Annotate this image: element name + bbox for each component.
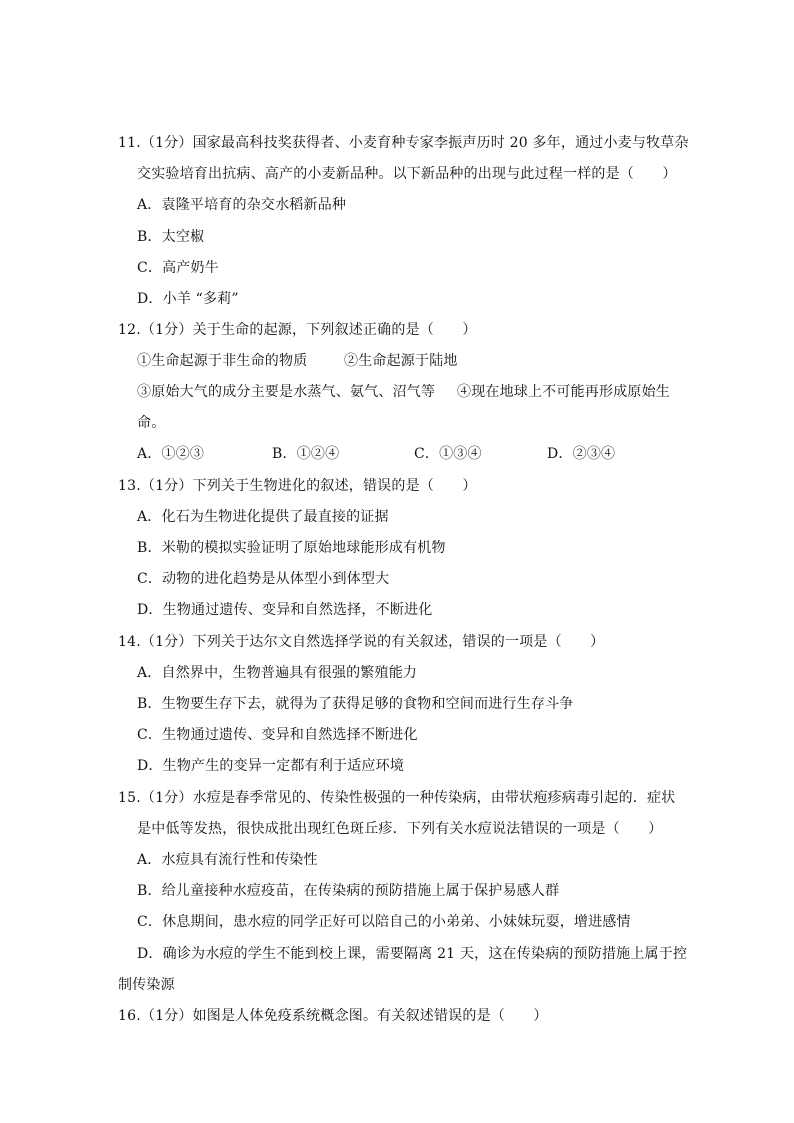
q12-statement-1: ①生命起源于非生命的物质 — [137, 353, 308, 369]
q12-choice-c: C．①③④ — [414, 446, 482, 462]
q13-option-a: A．化石为生物进化提供了最直接的证据 — [137, 509, 389, 525]
q12-statement-3: ③原始大气的成分主要是水蒸气、氨气、沼气等 — [137, 384, 436, 400]
q13-option-d: D．生物通过遗传、变异和自然选择，不断进化 — [137, 602, 433, 618]
q15-option-a: A．水痘具有流行性和传染性 — [137, 852, 318, 868]
q14-option-a: A．自然界中，生物普遍具有很强的繁殖能力 — [137, 665, 418, 681]
q15-option-b: B．给儿童接种水痘疫苗，在传染病的预防措施上属于保护易感人群 — [137, 883, 560, 899]
q15-stem-line-1: 15.（1分）水痘是春季常见的、传染性极强的一种传染病，由带状疱疹病毒引起的．症状 — [118, 790, 676, 806]
q14-option-b: B．生物要生存下去，就得为了获得足够的食物和空间而进行生存斗争 — [137, 696, 574, 712]
q12-choice-a: A．①②③ — [137, 446, 205, 462]
q15-option-c: C．休息期间，患水痘的同学正好可以陪自己的小弟弟、小妹妹玩耍，增进感情 — [137, 914, 631, 930]
q12-stem: 12.（1分）关于生命的起源，下列叙述正确的是（ ） — [118, 322, 477, 338]
q12-choice-d: D．②③④ — [547, 446, 616, 462]
q15-option-d-continued: 制传染源 — [118, 977, 175, 993]
q11-stem-line-2: 交实验培育出抗病、高产的小麦新品种。以下新品种的出现与此过程一样的是（ ） — [137, 166, 677, 182]
q11-option-a: A．袁隆平培育的杂交水稻新品种 — [137, 197, 347, 213]
q15-stem-line-2: 是中低等发热，很快成批出现红色斑丘疹．下列有关水痘说法错误的一项是（ ） — [137, 821, 663, 837]
q12-statement-4-continued: 命。 — [137, 415, 166, 431]
q16-stem: 16.（1分）如图是人体免疫系统概念图。有关叙述错误的是（ ） — [118, 1008, 548, 1024]
q14-option-d: D．生物产生的变异一定都有利于适应环境 — [137, 758, 405, 774]
q13-stem: 13.（1分）下列关于生物进化的叙述，错误的是（ ） — [118, 478, 477, 494]
q15-option-d: D．确诊为水痘的学生不能到校上课，需要隔离 21 天，这在传染病的预防措施上属于控 — [137, 946, 688, 962]
q14-option-c: C．生物通过遗传、变异和自然选择不断进化 — [137, 727, 418, 743]
q12-statement-2: ②生命起源于陆地 — [344, 353, 458, 369]
q12-choice-b: B．①②④ — [272, 446, 340, 462]
q13-option-c: C．动物的进化趋势是从体型小到体型大 — [137, 571, 390, 587]
q14-stem: 14.（1分）下列关于达尔文自然选择学说的有关叙述，错误的一项是（ ） — [118, 634, 605, 650]
q11-stem-line-1: 11.（1分）国家最高科技奖获得者、小麦育种专家李振声历时 20 多年，通过小麦与牧草杂 — [118, 135, 689, 151]
q12-statement-4: ④现在地球上不可能再形成原始生 — [457, 384, 670, 400]
q11-option-d: D．小羊 “多莉” — [137, 291, 239, 307]
q11-option-c: C．高产奶牛 — [137, 260, 219, 276]
q13-option-b: B．米勒的模拟实验证明了原始地球能形成有机物 — [137, 540, 446, 556]
q11-option-b: B．太空椒 — [137, 229, 205, 245]
